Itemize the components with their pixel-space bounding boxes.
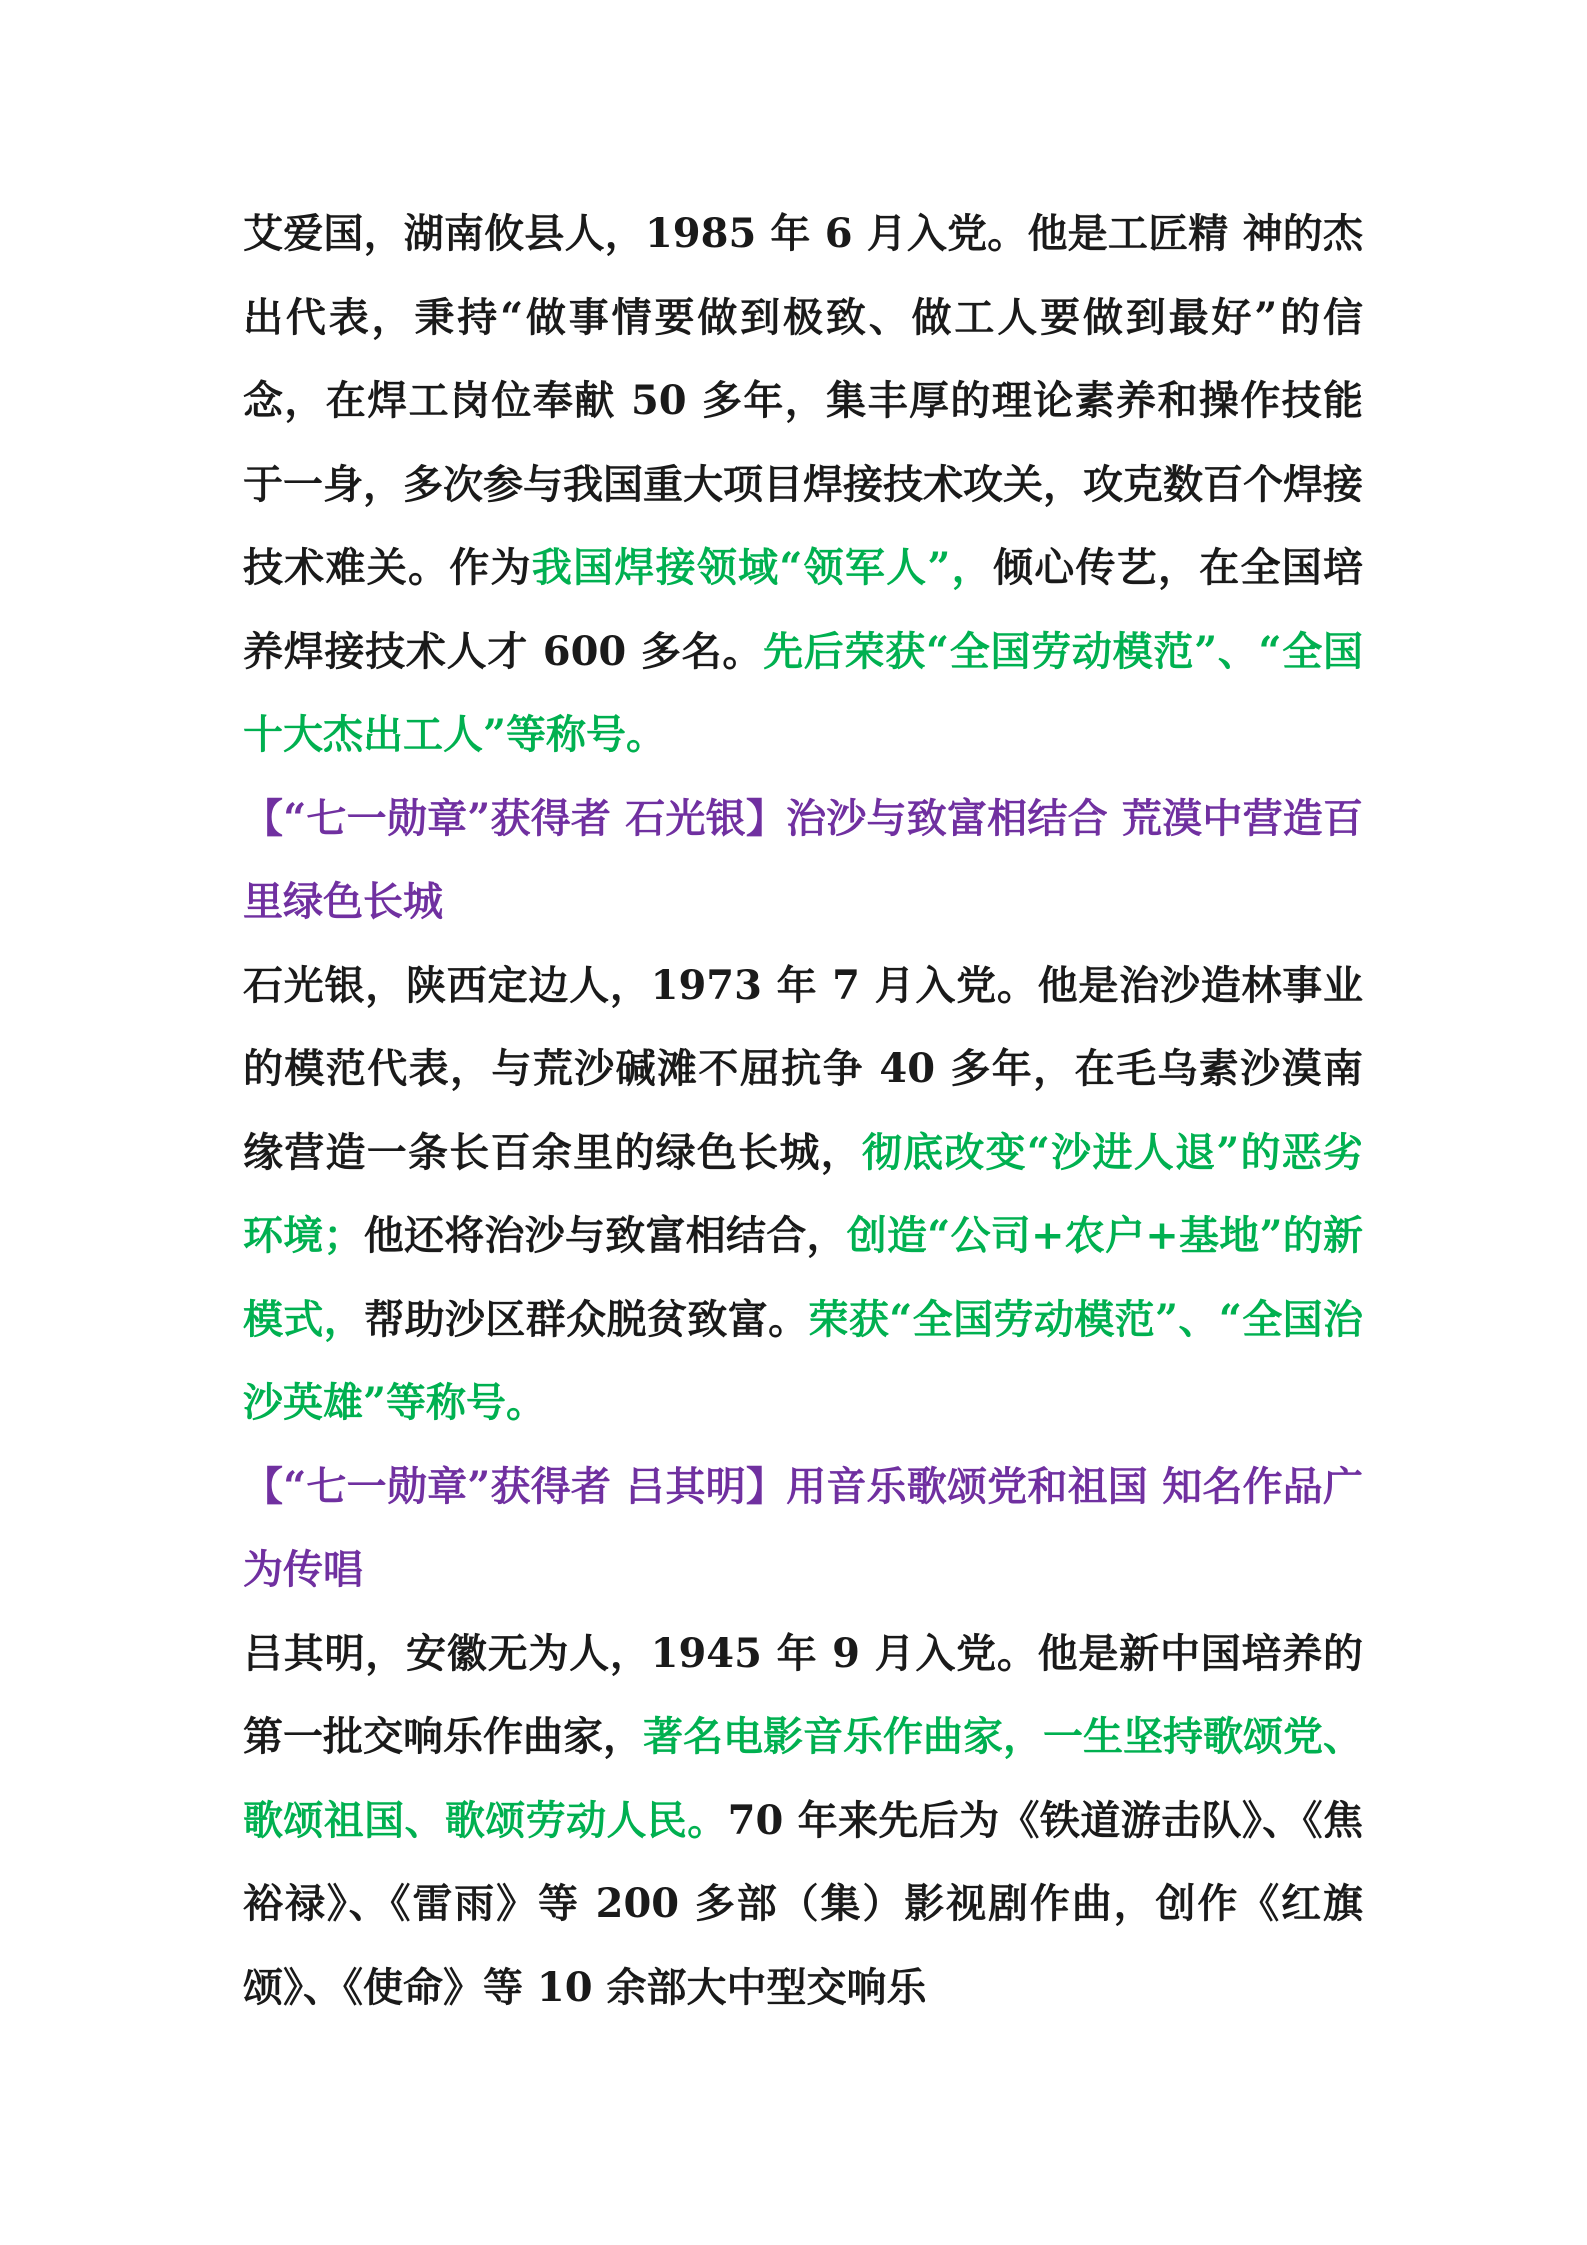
section-2-heading: 【“七一勋章”获得者 石光银】治沙与致富相结合 荒漠中营造百里绿色长城 <box>243 794 1363 925</box>
section-3-body <box>243 1612 1363 2030</box>
text-segment: 艾爱国，湖南攸县人，1985 年 6 月入党。他是工匠精 神的杰出代表，秉持“做事情要做到极致、做工人要做到最好”的信念，在焊工岗位奉献 50 多年，集丰厚的理论素养和操作技能于一身，多次参与我国重大项目焊接技术攻关，攻克数百个焊接技术难关。作为 <box>243 210 1363 591</box>
section-2-body <box>243 944 1363 1445</box>
highlight-segment: 荣获“全国劳动模范”、“全国治沙英雄”等称号。 <box>243 1295 1364 1426</box>
highlight-segment: 先后荣获“全国劳动模范”、“全国十大杰出工人”等称号。 <box>243 627 1363 758</box>
text-segment: 70 年来先后为《铁道游击队》、《焦裕禄》、《雷雨》等 200 多部（集）影视剧作曲，创作《红旗颂》、《使命》等 10 余部大中型交响乐 <box>243 1796 1363 2011</box>
document-content <box>243 192 1363 2029</box>
highlight-segment: 彻底改变“沙进人退”的恶劣环境； <box>243 1128 1364 1259</box>
highlight-segment: 我国焊接领域“领军人”， <box>531 544 993 591</box>
text-segment: 石光银，陕西定边人，1973 年 7 月入党。他是治沙造林事业的模范代表，与荒沙碱滩不屈抗争 40 多年，在毛乌素沙漠南缘营造一条长百余里的绿色长城， <box>243 961 1363 1176</box>
text-segment: 他还将治沙与致富相结合， <box>363 1212 847 1259</box>
section-1-body <box>243 192 1363 777</box>
highlight-segment: 创造“公司+农户+基地”的新模式， <box>243 1212 1364 1343</box>
text-segment: 吕其明，安徽无为人，1945 年 9 月入党。他是新中国培养的第一批交响乐作曲家， <box>243 1629 1363 1760</box>
highlight-segment: 著名电影音乐作曲家，一生坚持歌颂党、歌颂祖国、歌颂劳动人民。 <box>243 1713 1363 1844</box>
text-segment: 倾心传艺，在全国培养焊接技术人才 600 多名。 <box>243 544 1364 675</box>
section-3-heading: 【“七一勋章”获得者 吕其明】用音乐歌颂党和祖国 知名作品广为传唱 <box>243 1462 1363 1593</box>
text-segment: 帮助沙区群众脱贫致富。 <box>364 1295 809 1343</box>
